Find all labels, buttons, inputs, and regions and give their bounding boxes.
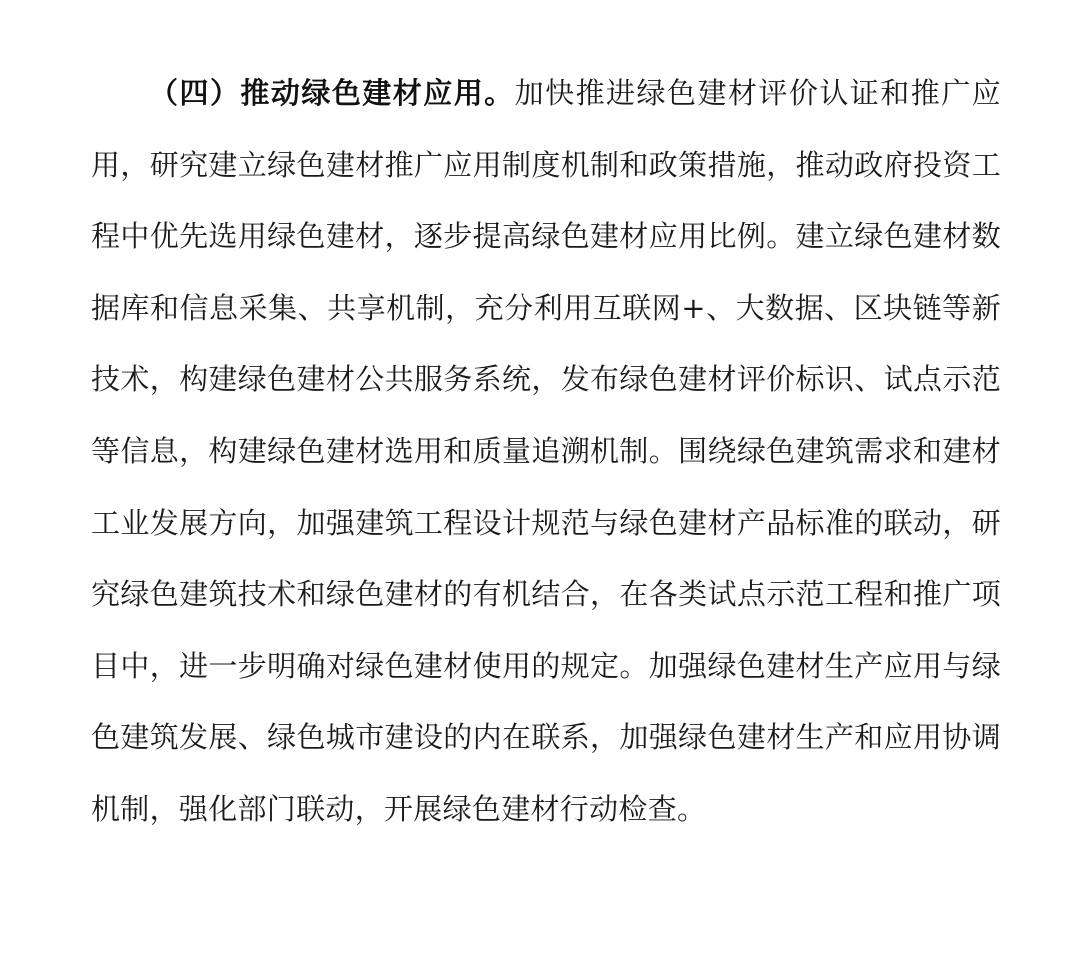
section-heading: （四）推动绿色建材应用。 (149, 76, 515, 110)
section-body: 加快推进绿色建材评价认证和推广应用，研究建立绿色建材推广应用制度机制和政策措施，推动政府投资工程中优先选用绿色建材，逐步提高绿色建材应用比例。建立绿色建材数据库和信息采集、共享机制，充分利用互联网+、大数据、区块链等新技术，构建绿色建材公共服务系统，发布绿色建材评价标识、试点示范等信息，构建绿色建材选用和质量追溯机制。围绕绿色建筑需求和建材工业发展方向，加强建筑工程设计规范与绿色建材产品标准的联动，研究绿色建筑技术和绿色建材的有机结合，在各类试点示范工程和推广项目中，进一步明确对绿色建材使用的规定。加强绿色建材生产应用与绿色建筑发展、绿色城市建设的内在联系，加强绿色建材生产和应用协调机制，强化部门联动，开展绿色建材行动检查。 (91, 76, 1001, 826)
section-paragraph (91, 58, 1001, 846)
